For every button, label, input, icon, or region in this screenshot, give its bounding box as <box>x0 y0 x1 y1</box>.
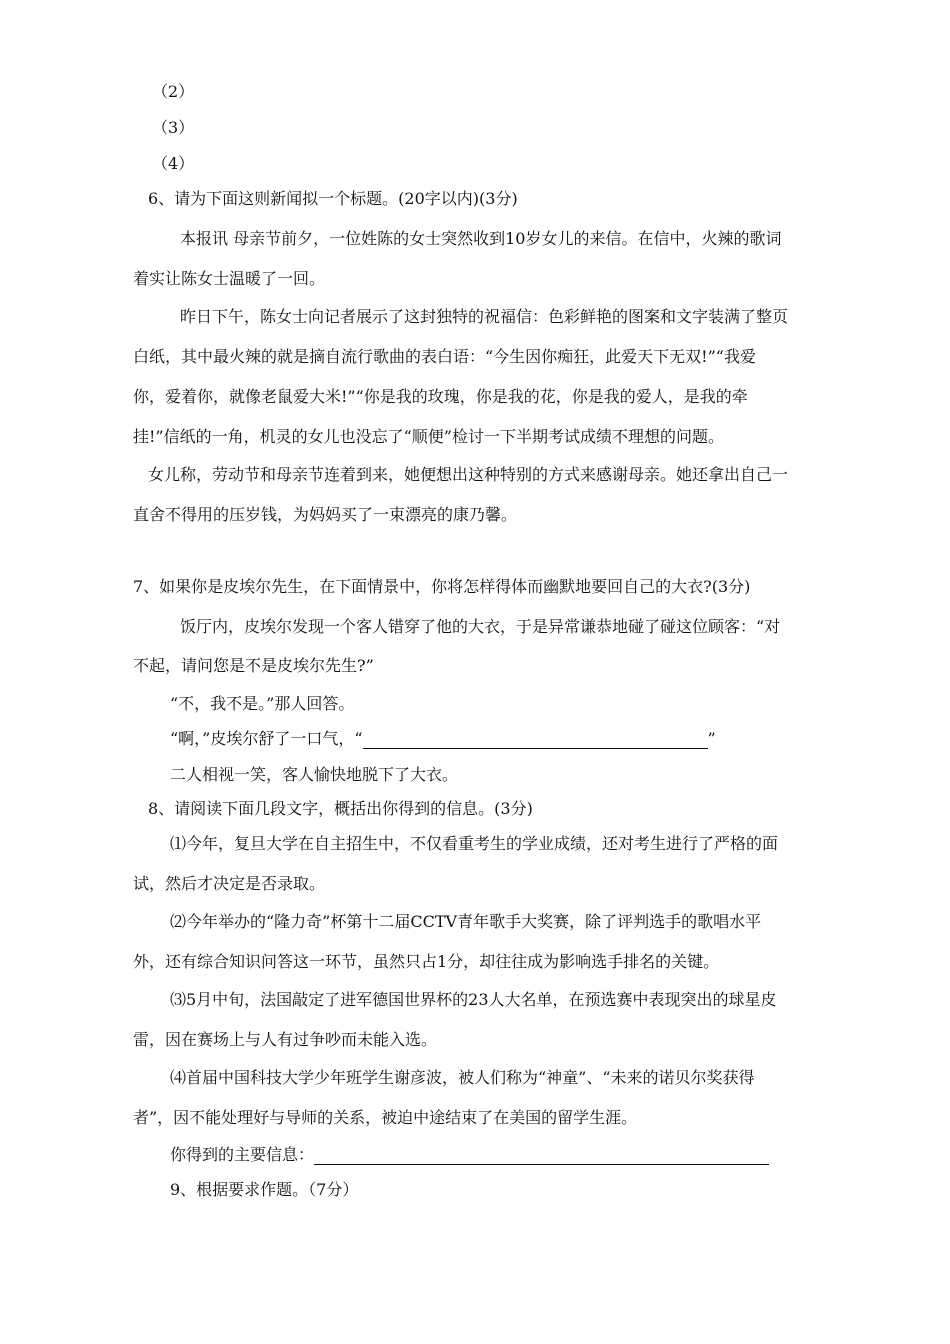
passage-line: ⑷首届中国科技大学少年班学生谢彦波，被人们称为“神童”、“未来的诺贝尔奖获得 <box>170 1068 755 1087</box>
story-line: “不，我不是。”那人回答。 <box>170 694 355 713</box>
passage-line: 雷，因在赛场上与人有过争吵而未能入选。 <box>133 1030 438 1049</box>
question-9-prompt: 9、根据要求作题。（7分） <box>170 1180 359 1199</box>
story-line: 不起，请问您是不是皮埃尔先生?” <box>133 656 374 675</box>
sub-item-4: （4） <box>152 154 195 173</box>
news-line: 本报讯 母亲节前夕，一位姓陈的女士突然收到10岁女儿的来信。在信中，火辣的歌词 <box>180 229 782 248</box>
news-line: 直舍不得用的压岁钱，为妈妈买了一束漂亮的康乃馨。 <box>133 505 518 524</box>
answer-label: 你得到的主要信息： <box>170 1145 315 1164</box>
answer-line-q8 <box>170 1145 769 1165</box>
answer-line-q7 <box>170 729 716 749</box>
news-line: 你，爱着你，就像老鼠爱大米!”“你是我的玫瑰，你是我的花，你是我的爱人，是我的牵 <box>133 387 748 406</box>
passage-line: ⑶5月中旬，法国敲定了进军德国世界杯的23人大名单，在预选赛中表现突出的球星皮 <box>170 990 777 1009</box>
passage-line: 试，然后才决定是否录取。 <box>133 874 326 893</box>
news-line: 女儿称，劳动节和母亲节连着到来，她便想出这种特别的方式来感谢母亲。她还拿出自己一 <box>148 465 789 484</box>
news-line: 昨日下午，陈女士向记者展示了这封独特的祝福信：色彩鲜艳的图案和文字装满了整页 <box>180 307 789 326</box>
question-6-prompt: 6、请为下面这则新闻拟一个标题。(20字以内)(3分) <box>148 189 518 208</box>
story-line: 饭厅内，皮埃尔发现一个客人错穿了他的大衣，于是异常谦恭地碰了碰这位顾客：“对 <box>180 617 781 636</box>
passage-line: ⑴今年，复旦大学在自主招生中，不仅看重考生的学业成绩，还对考生进行了严格的面 <box>170 834 779 853</box>
sub-item-3: （3） <box>152 118 195 137</box>
question-7-prompt: 7、如果你是皮埃尔先生，在下面情景中，你将怎样得体而幽默地要回自己的大衣?(3分) <box>133 577 751 596</box>
question-8-prompt: 8、请阅读下面几段文字，概括出你得到的信息。(3分) <box>148 799 533 818</box>
news-line: 着实让陈女士温暖了一回。 <box>133 269 326 288</box>
passage-line: ⑵今年举办的“隆力奇”杯第十二届CCTV青年歌手大奖赛，除了评判选手的歌唱水平 <box>170 912 762 931</box>
news-line: 白纸，其中最火辣的就是摘自流行歌曲的表白语：“今生因你痴狂，此爱天下无双!”“我爱 <box>133 347 756 366</box>
story-line: 二人相视一笑，客人愉快地脱下了大衣。 <box>170 765 459 784</box>
sub-item-2: （2） <box>152 82 195 101</box>
answer-blank-q7[interactable] <box>363 734 708 749</box>
closing-quote: ” <box>707 729 716 748</box>
story-line: “啊，”皮埃尔舒了一口气，“ <box>170 729 363 748</box>
passage-line: 外，还有综合知识问答这一环节，虽然只占1分，却往往成为影响选手排名的关键。 <box>133 952 720 971</box>
passage-line: 者”，因不能处理好与导师的关系，被迫中途结束了在美国的留学生涯。 <box>133 1108 638 1127</box>
news-line: 挂!”信纸的一角，机灵的女儿也没忘了“顺便”检讨一下半期考试成绩不理想的问题。 <box>133 427 724 446</box>
answer-blank-q8[interactable] <box>314 1150 769 1165</box>
